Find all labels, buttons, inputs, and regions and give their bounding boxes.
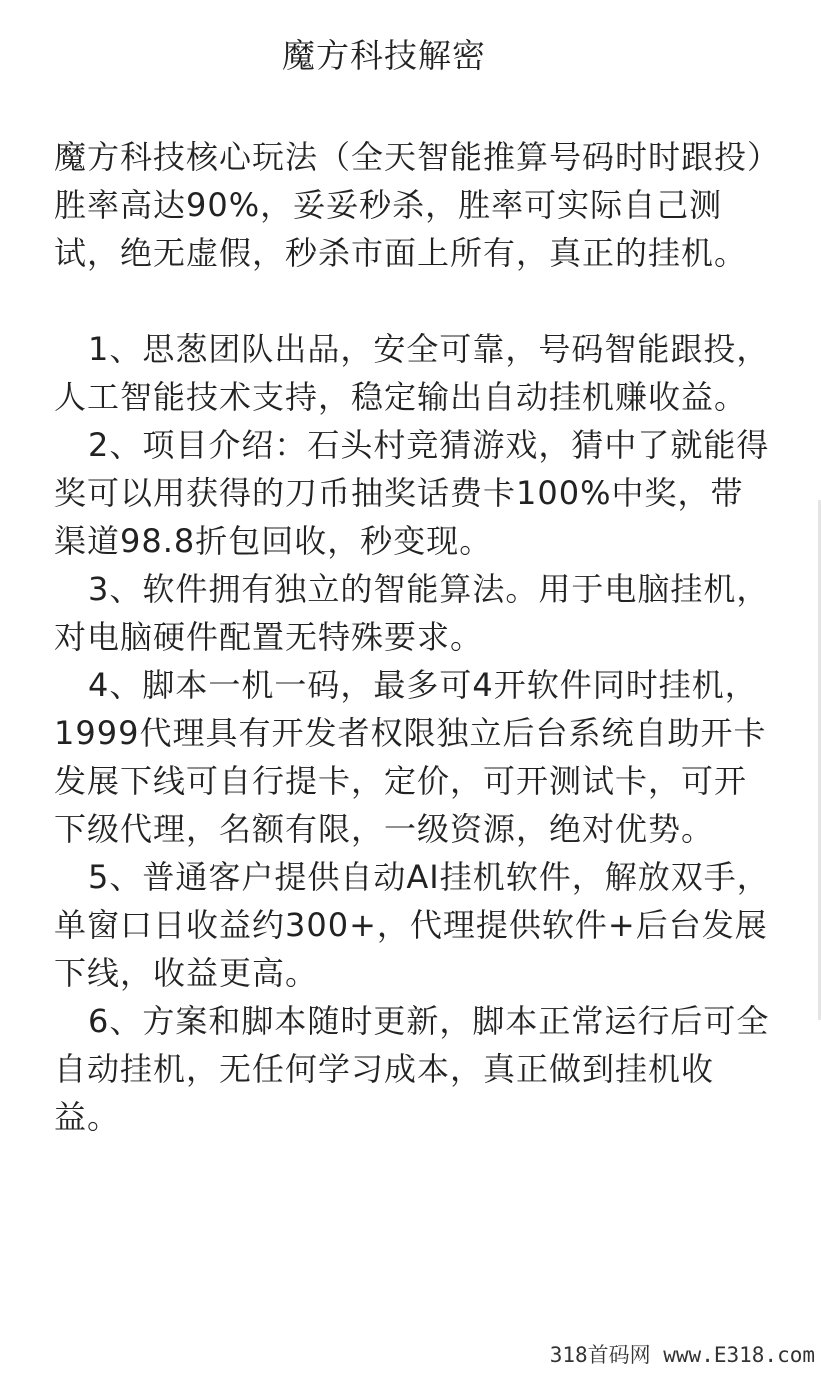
list-item: 3、软件拥有独立的智能算法。用于电脑挂机，对电脑硬件配置无特殊要求。 [54, 570, 770, 656]
site-watermark: 318首码网 www.E318.com [549, 1343, 815, 1367]
list-item: 1、思葱团队出品，安全可靠，号码智能跟投，人工智能技术支持，稳定输出自动挂机赚收益。 [54, 330, 770, 416]
list-item: 6、方案和脚本随时更新，脚本正常运行后可全自动挂机，无任何学习成本，真正做到挂机收益。 [54, 1002, 770, 1136]
list-item: 2、项目介绍：石头村竞猜游戏，猜中了就能得奖可以用获得的刀币抽奖话费卡100%中奖，带渠道98.8折包回收，秒变现。 [54, 426, 770, 560]
intro-paragraph: 魔方科技核心玩法（全天智能推算号码时时跟投）胜率高达90%，妥妥秒杀，胜率可实际自己测试，绝无虚假，秒杀市面上所有，真正的挂机。 [54, 138, 765, 272]
list-item: 4、脚本一机一码，最多可4开软件同时挂机，1999代理具有开发者权限独立后台系统自助开卡发展下线可自行提卡，定价，可开测试卡，可开下级代理，名额有限，一级资源，绝对优势。 [54, 666, 767, 848]
article-body [54, 133, 772, 1141]
list-item: 5、普通客户提供自动AI挂机软件，解放双手，单窗口日收益约300+，代理提供软件+后台发展下线，收益更高。 [54, 858, 770, 992]
page-title: 魔方科技解密 [282, 36, 486, 75]
